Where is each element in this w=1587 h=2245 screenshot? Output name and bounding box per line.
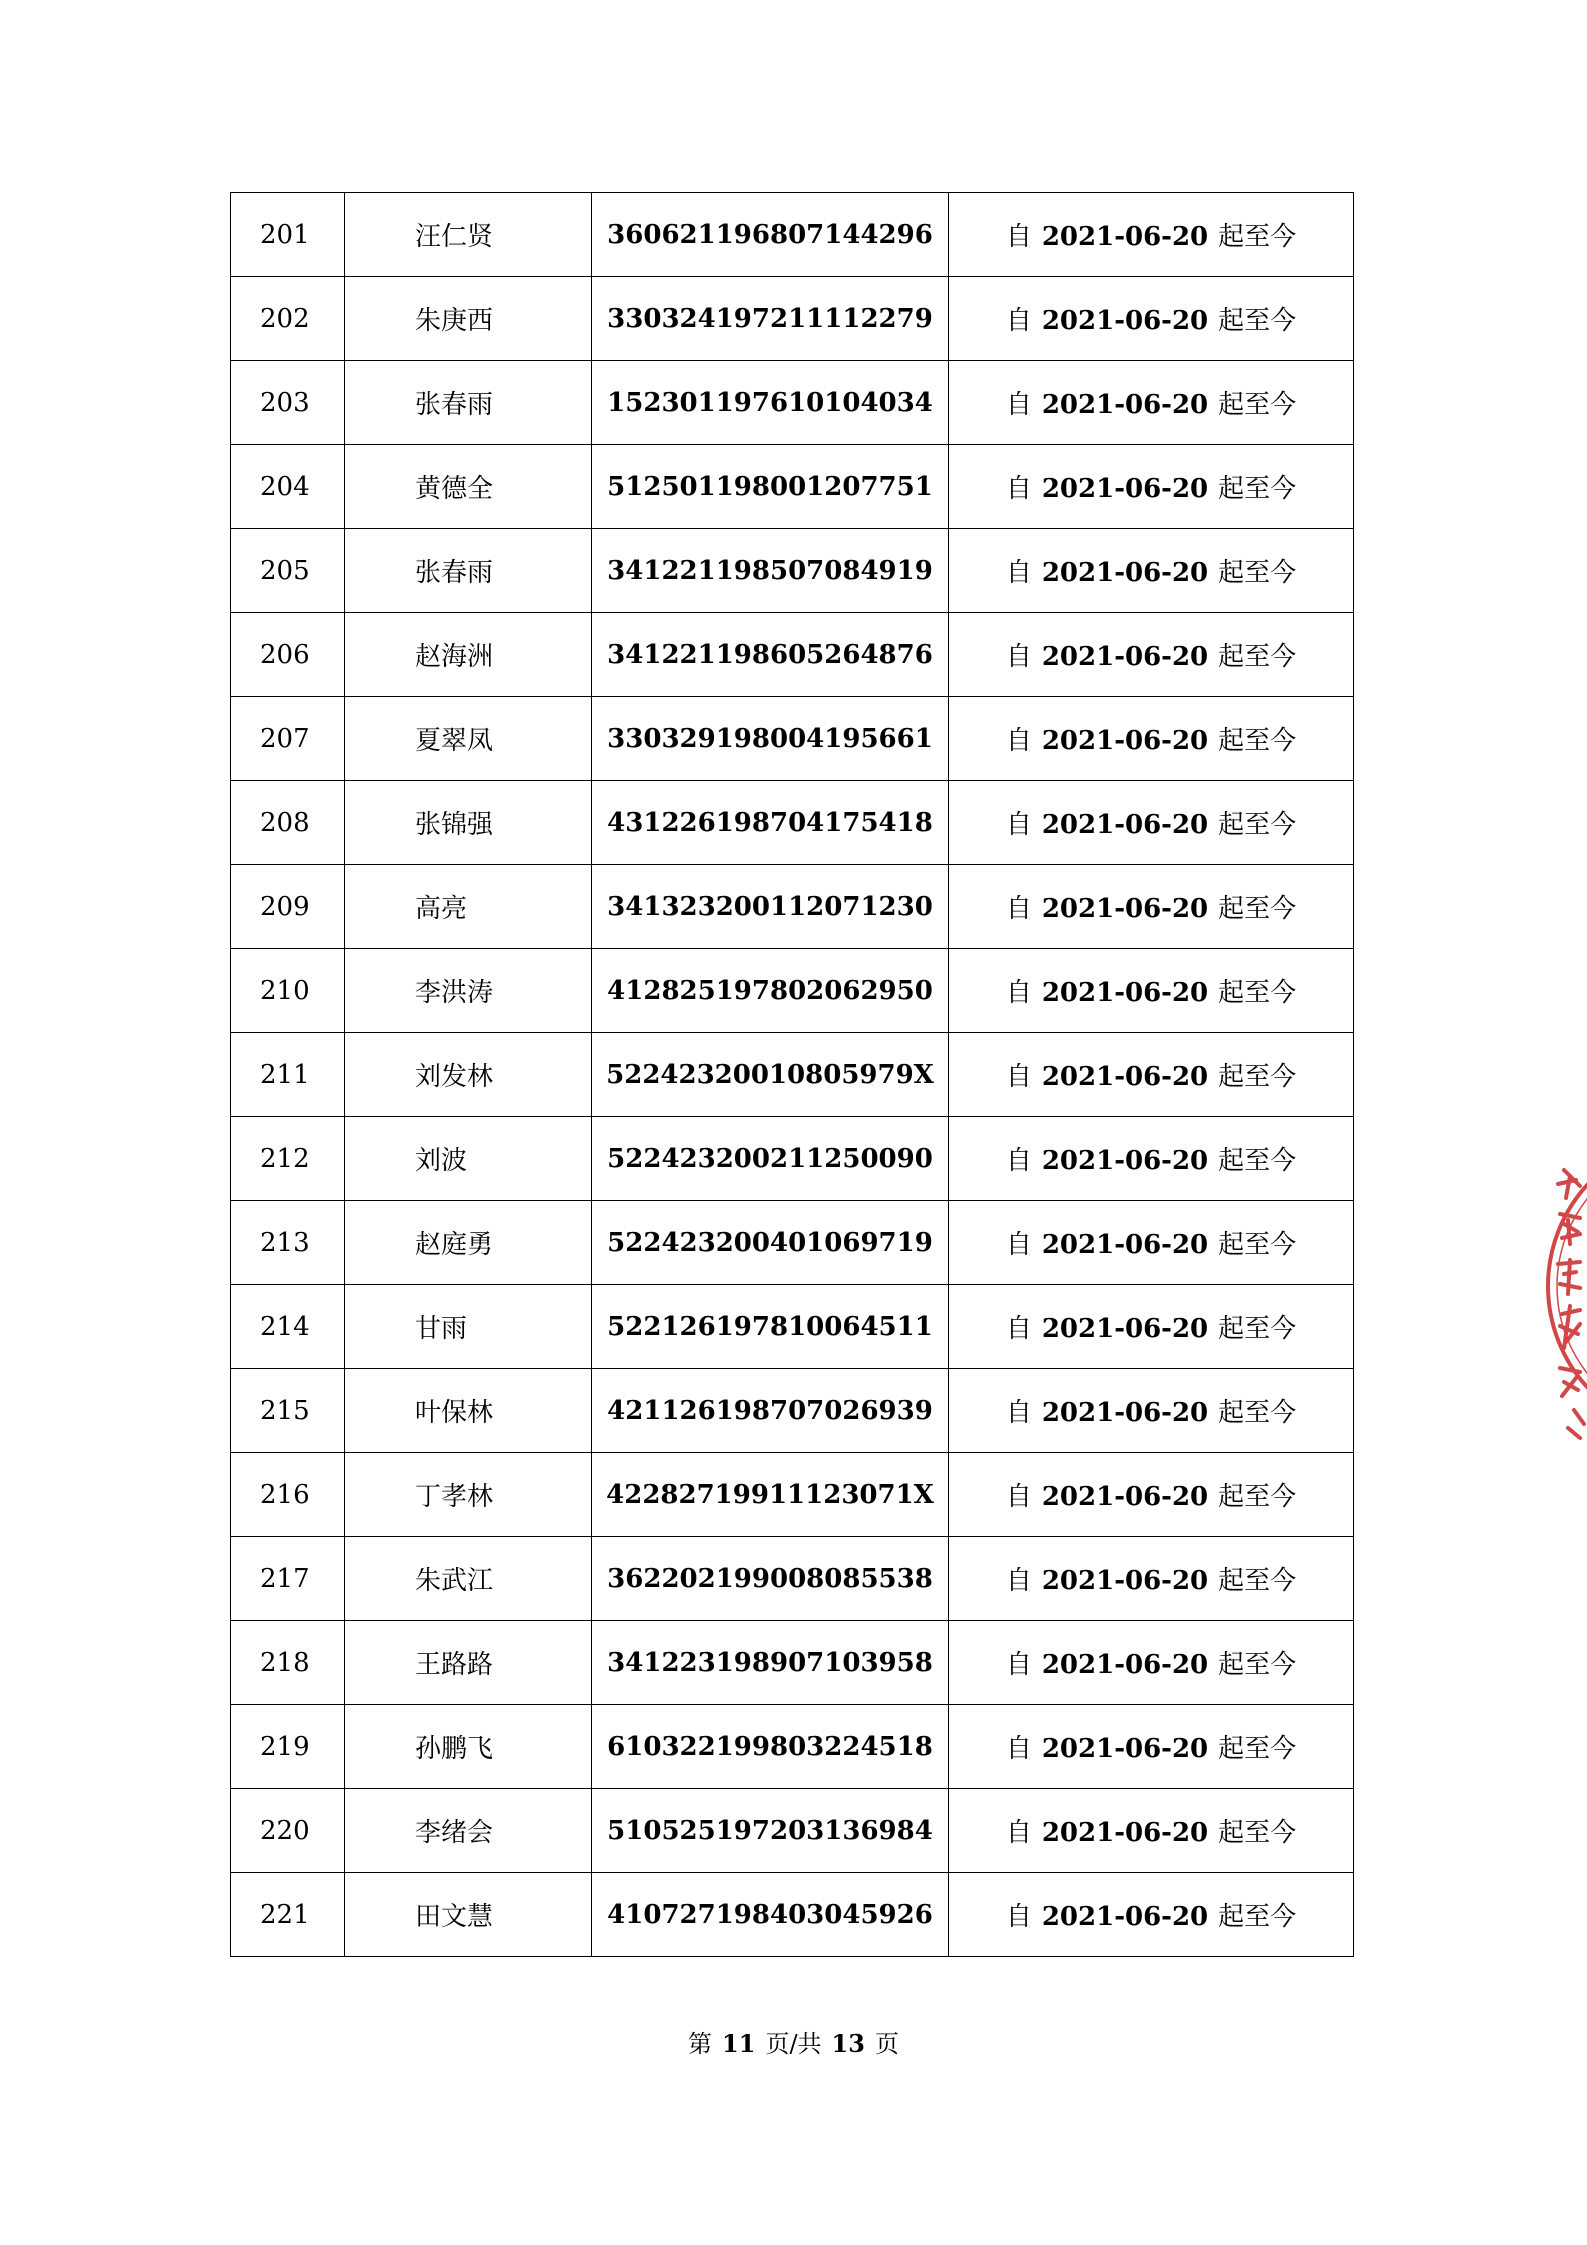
period-prefix: 自 xyxy=(1005,1230,1032,1260)
start-date: 2021-06-20 xyxy=(1041,1818,1209,1848)
person-name: 李绪会 xyxy=(415,1818,494,1848)
current-page-number: 11 xyxy=(722,2029,756,2058)
person-name: 朱庚西 xyxy=(415,306,494,336)
id-number: 412825197802062950 xyxy=(607,975,933,1006)
row-number: 209 xyxy=(260,891,310,922)
start-date: 2021-06-20 xyxy=(1041,1230,1209,1260)
start-date: 2021-06-20 xyxy=(1041,810,1209,840)
period-suffix: 起至今 xyxy=(1218,390,1297,420)
person-name-cell xyxy=(345,1453,592,1537)
period-suffix: 起至今 xyxy=(1218,1566,1297,1596)
person-name-cell xyxy=(345,193,592,277)
period-cell xyxy=(949,277,1354,361)
id-number: 512501198001207751 xyxy=(607,471,933,502)
table-row xyxy=(231,949,1354,1033)
id-number: 610322199803224518 xyxy=(607,1731,933,1762)
id-number-cell xyxy=(592,1705,949,1789)
footer-middle: 页/共 xyxy=(765,2030,822,2058)
table-row xyxy=(231,1453,1354,1537)
period-cell xyxy=(949,781,1354,865)
period-prefix: 自 xyxy=(1005,1482,1032,1512)
row-number-cell xyxy=(231,697,345,781)
period-prefix: 自 xyxy=(1005,390,1032,420)
table-row xyxy=(231,529,1354,613)
period-prefix: 自 xyxy=(1005,306,1032,336)
red-seal-stamp xyxy=(1540,1128,1587,1444)
period-cell xyxy=(949,1873,1354,1957)
id-number-cell xyxy=(592,781,949,865)
id-number-cell xyxy=(592,1537,949,1621)
record-table xyxy=(230,192,1354,1957)
start-date: 2021-06-20 xyxy=(1041,222,1209,252)
person-name: 赵海洲 xyxy=(415,642,494,672)
row-number-cell xyxy=(231,1453,345,1537)
period-cell xyxy=(949,1537,1354,1621)
period-prefix: 自 xyxy=(1005,726,1032,756)
table-row xyxy=(231,1537,1354,1621)
start-date: 2021-06-20 xyxy=(1041,894,1209,924)
row-number: 204 xyxy=(260,471,310,502)
row-number-cell xyxy=(231,1705,345,1789)
period-prefix: 自 xyxy=(1005,558,1032,588)
person-name: 刘波 xyxy=(415,1146,468,1176)
period-cell xyxy=(949,1033,1354,1117)
period-suffix: 起至今 xyxy=(1218,1818,1297,1848)
row-number: 219 xyxy=(260,1731,310,1762)
person-name-cell xyxy=(345,1285,592,1369)
id-number: 431226198704175418 xyxy=(607,807,933,838)
table-row xyxy=(231,193,1354,277)
period-suffix: 起至今 xyxy=(1218,642,1297,672)
id-number-cell xyxy=(592,1117,949,1201)
person-name: 张春雨 xyxy=(415,558,494,588)
period-prefix: 自 xyxy=(1005,642,1032,672)
row-number: 211 xyxy=(260,1059,310,1090)
row-number-cell xyxy=(231,1033,345,1117)
id-number: 410727198403045926 xyxy=(607,1899,933,1930)
person-name: 赵庭勇 xyxy=(415,1230,494,1260)
table-row xyxy=(231,1789,1354,1873)
id-number: 341323200112071230 xyxy=(607,891,933,922)
start-date: 2021-06-20 xyxy=(1041,1650,1209,1680)
start-date: 2021-06-20 xyxy=(1041,1146,1209,1176)
period-prefix: 自 xyxy=(1005,1734,1032,1764)
start-date: 2021-06-20 xyxy=(1041,306,1209,336)
id-number: 360621196807144296 xyxy=(607,219,933,250)
row-number: 212 xyxy=(260,1143,310,1174)
person-name-cell xyxy=(345,1789,592,1873)
row-number-cell xyxy=(231,193,345,277)
period-suffix: 起至今 xyxy=(1218,810,1297,840)
period-prefix: 自 xyxy=(1005,1902,1032,1932)
start-date: 2021-06-20 xyxy=(1041,1398,1209,1428)
period-suffix: 起至今 xyxy=(1218,1734,1297,1764)
period-prefix: 自 xyxy=(1005,1398,1032,1428)
table-body xyxy=(231,193,1354,1957)
period-suffix: 起至今 xyxy=(1218,978,1297,1008)
id-number: 330329198004195661 xyxy=(607,723,933,754)
period-suffix: 起至今 xyxy=(1218,1398,1297,1428)
person-name-cell xyxy=(345,1369,592,1453)
period-prefix: 自 xyxy=(1005,1818,1032,1848)
start-date: 2021-06-20 xyxy=(1041,1566,1209,1596)
table-row xyxy=(231,1033,1354,1117)
person-name: 高亮 xyxy=(415,894,468,924)
row-number-cell xyxy=(231,1285,345,1369)
period-suffix: 起至今 xyxy=(1218,1650,1297,1680)
row-number: 213 xyxy=(260,1227,310,1258)
person-name: 丁孝林 xyxy=(415,1482,494,1512)
period-suffix: 起至今 xyxy=(1218,306,1297,336)
table-row xyxy=(231,445,1354,529)
period-prefix: 自 xyxy=(1005,1314,1032,1344)
row-number: 220 xyxy=(260,1815,310,1846)
table-row xyxy=(231,865,1354,949)
row-number: 208 xyxy=(260,807,310,838)
page-number-footer xyxy=(0,2024,1587,2059)
row-number-cell xyxy=(231,613,345,697)
row-number: 203 xyxy=(260,387,310,418)
id-number-cell xyxy=(592,1873,949,1957)
row-number: 215 xyxy=(260,1395,310,1426)
start-date: 2021-06-20 xyxy=(1041,1482,1209,1512)
row-number: 216 xyxy=(260,1479,310,1510)
period-cell xyxy=(949,1453,1354,1537)
period-prefix: 自 xyxy=(1005,1062,1032,1092)
row-number-cell xyxy=(231,1117,345,1201)
person-name-cell xyxy=(345,1537,592,1621)
row-number-cell xyxy=(231,949,345,1033)
period-cell xyxy=(949,361,1354,445)
id-number-cell xyxy=(592,697,949,781)
footer-prefix: 第 xyxy=(688,2030,713,2058)
person-name: 田文慧 xyxy=(415,1902,494,1932)
period-suffix: 起至今 xyxy=(1218,1062,1297,1092)
period-cell xyxy=(949,1789,1354,1873)
row-number: 221 xyxy=(260,1899,310,1930)
period-cell xyxy=(949,697,1354,781)
id-number-cell xyxy=(592,1201,949,1285)
id-number: 341223198907103958 xyxy=(607,1647,933,1678)
period-suffix: 起至今 xyxy=(1218,558,1297,588)
period-cell xyxy=(949,949,1354,1033)
id-number: 510525197203136984 xyxy=(607,1815,933,1846)
person-name-cell xyxy=(345,781,592,865)
period-cell xyxy=(949,1705,1354,1789)
period-suffix: 起至今 xyxy=(1218,222,1297,252)
table-row xyxy=(231,277,1354,361)
row-number-cell xyxy=(231,1201,345,1285)
row-number-cell xyxy=(231,529,345,613)
row-number-cell xyxy=(231,1621,345,1705)
period-suffix: 起至今 xyxy=(1218,1314,1297,1344)
period-cell xyxy=(949,445,1354,529)
id-number-cell xyxy=(592,865,949,949)
person-name-cell xyxy=(345,613,592,697)
id-number-cell xyxy=(592,361,949,445)
person-name: 王路路 xyxy=(415,1650,494,1680)
total-pages-number: 13 xyxy=(831,2029,865,2058)
id-number-cell xyxy=(592,1621,949,1705)
row-number-cell xyxy=(231,277,345,361)
row-number-cell xyxy=(231,865,345,949)
table-row xyxy=(231,1201,1354,1285)
period-prefix: 自 xyxy=(1005,810,1032,840)
table-row xyxy=(231,1369,1354,1453)
person-name: 张锦强 xyxy=(415,810,494,840)
row-number: 207 xyxy=(260,723,310,754)
start-date: 2021-06-20 xyxy=(1041,978,1209,1008)
table-row xyxy=(231,1285,1354,1369)
period-suffix: 起至今 xyxy=(1218,474,1297,504)
table-row xyxy=(231,697,1354,781)
start-date: 2021-06-20 xyxy=(1041,390,1209,420)
id-number-cell xyxy=(592,1285,949,1369)
row-number-cell xyxy=(231,361,345,445)
period-cell xyxy=(949,613,1354,697)
period-suffix: 起至今 xyxy=(1218,1230,1297,1260)
period-cell xyxy=(949,1201,1354,1285)
period-cell xyxy=(949,529,1354,613)
table-row xyxy=(231,613,1354,697)
id-number: 362202199008085538 xyxy=(607,1563,933,1594)
id-number-cell xyxy=(592,1369,949,1453)
period-prefix: 自 xyxy=(1005,222,1032,252)
person-name-cell xyxy=(345,361,592,445)
id-number: 522126197810064511 xyxy=(607,1311,933,1342)
row-number: 201 xyxy=(260,219,310,250)
id-number-cell xyxy=(592,529,949,613)
period-cell xyxy=(949,1117,1354,1201)
person-name: 李洪涛 xyxy=(415,978,494,1008)
period-cell xyxy=(949,865,1354,949)
person-name: 朱武江 xyxy=(415,1566,494,1596)
period-cell xyxy=(949,193,1354,277)
footer-suffix: 页 xyxy=(874,2030,899,2058)
table-row xyxy=(231,361,1354,445)
row-number: 202 xyxy=(260,303,310,334)
id-number-cell xyxy=(592,445,949,529)
id-number-cell xyxy=(592,613,949,697)
table-row xyxy=(231,1873,1354,1957)
row-number-cell xyxy=(231,445,345,529)
person-name: 孙鹏飞 xyxy=(415,1734,494,1764)
period-suffix: 起至今 xyxy=(1218,726,1297,756)
id-number: 421126198707026939 xyxy=(607,1395,933,1426)
row-number: 205 xyxy=(260,555,310,586)
row-number-cell xyxy=(231,1369,345,1453)
person-name-cell xyxy=(345,1117,592,1201)
id-number: 330324197211112279 xyxy=(607,303,933,334)
start-date: 2021-06-20 xyxy=(1041,558,1209,588)
period-prefix: 自 xyxy=(1005,978,1032,1008)
id-number: 42282719911123071X xyxy=(606,1479,934,1510)
id-number: 522423200211250090 xyxy=(607,1143,933,1174)
period-prefix: 自 xyxy=(1005,894,1032,924)
row-number-cell xyxy=(231,1789,345,1873)
start-date: 2021-06-20 xyxy=(1041,1314,1209,1344)
row-number-cell xyxy=(231,781,345,865)
start-date: 2021-06-20 xyxy=(1041,642,1209,672)
person-name-cell xyxy=(345,1621,592,1705)
person-name-cell xyxy=(345,697,592,781)
table-row xyxy=(231,1117,1354,1201)
row-number-cell xyxy=(231,1537,345,1621)
person-name: 汪仁贤 xyxy=(415,222,494,252)
person-name-cell xyxy=(345,865,592,949)
person-name: 刘发林 xyxy=(415,1062,494,1092)
period-suffix: 起至今 xyxy=(1218,1146,1297,1176)
person-name: 张春雨 xyxy=(415,390,494,420)
seal-icon xyxy=(1540,1128,1587,1444)
period-cell xyxy=(949,1285,1354,1369)
row-number: 214 xyxy=(260,1311,310,1342)
period-cell xyxy=(949,1621,1354,1705)
start-date: 2021-06-20 xyxy=(1041,1062,1209,1092)
person-name: 甘雨 xyxy=(415,1314,468,1344)
period-prefix: 自 xyxy=(1005,1146,1032,1176)
person-name-cell xyxy=(345,949,592,1033)
table-row xyxy=(231,1621,1354,1705)
person-name-cell xyxy=(345,1873,592,1957)
person-name-cell xyxy=(345,277,592,361)
table-row xyxy=(231,1705,1354,1789)
start-date: 2021-06-20 xyxy=(1041,1902,1209,1932)
id-number-cell xyxy=(592,1789,949,1873)
period-prefix: 自 xyxy=(1005,1566,1032,1596)
start-date: 2021-06-20 xyxy=(1041,726,1209,756)
person-name-cell xyxy=(345,445,592,529)
id-number-cell xyxy=(592,193,949,277)
row-number: 217 xyxy=(260,1563,310,1594)
period-cell xyxy=(949,1369,1354,1453)
id-number-cell xyxy=(592,277,949,361)
start-date: 2021-06-20 xyxy=(1041,474,1209,504)
period-suffix: 起至今 xyxy=(1218,894,1297,924)
person-name-cell xyxy=(345,1201,592,1285)
person-name-cell xyxy=(345,1033,592,1117)
id-number: 52242320010805979X xyxy=(606,1059,934,1090)
period-suffix: 起至今 xyxy=(1218,1902,1297,1932)
person-name-cell xyxy=(345,529,592,613)
person-name: 夏翠凤 xyxy=(415,726,494,756)
table-row xyxy=(231,781,1354,865)
id-number: 341221198507084919 xyxy=(607,555,933,586)
id-number: 152301197610104034 xyxy=(607,387,933,418)
row-number: 218 xyxy=(260,1647,310,1678)
person-name: 黄德全 xyxy=(415,474,494,504)
row-number: 210 xyxy=(260,975,310,1006)
row-number-cell xyxy=(231,1873,345,1957)
row-number: 206 xyxy=(260,639,310,670)
id-number-cell xyxy=(592,1033,949,1117)
id-number: 522423200401069719 xyxy=(607,1227,933,1258)
period-suffix: 起至今 xyxy=(1218,1482,1297,1512)
person-name-cell xyxy=(345,1705,592,1789)
id-number-cell xyxy=(592,1453,949,1537)
start-date: 2021-06-20 xyxy=(1041,1734,1209,1764)
id-number-cell xyxy=(592,949,949,1033)
id-number: 341221198605264876 xyxy=(607,639,933,670)
person-name: 叶保林 xyxy=(415,1398,494,1428)
period-prefix: 自 xyxy=(1005,474,1032,504)
period-prefix: 自 xyxy=(1005,1650,1032,1680)
